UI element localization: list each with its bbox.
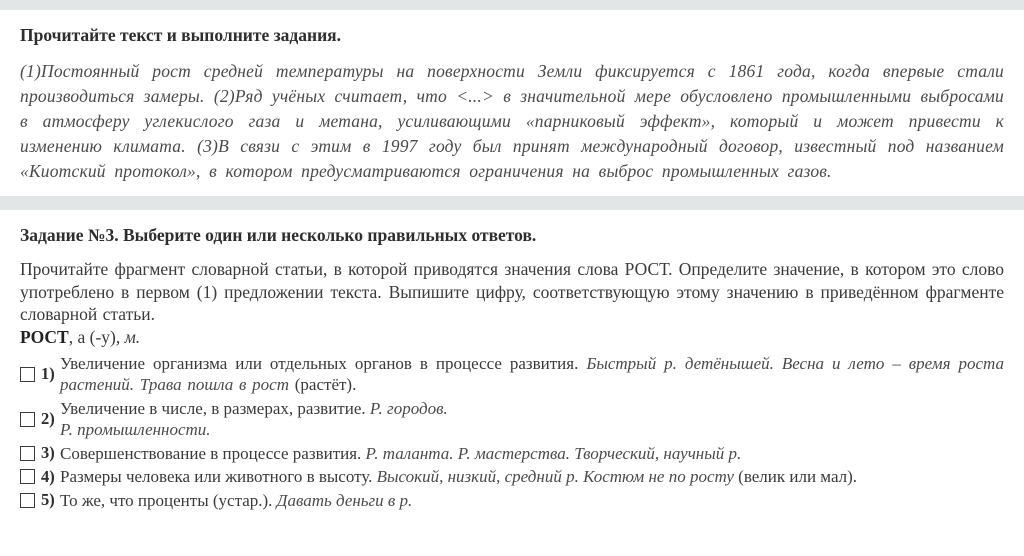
option-text [60, 466, 1004, 488]
option-text [60, 398, 1004, 441]
top-bar [0, 0, 1024, 10]
passage-text: (1)Постоянный рост средней температуры на поверхности Земли фиксируется с 1861 года, когда впервые стали производиться замеры. (2)Ряд учёных считает, что <...> в значительной мере обусловлено промышленными выбросами в атмосферу углекислого газа и метана, усиливающими «парниковый эффект», который и может привести к изменению климата. (3)В связи с этим в 1997 году был принят международный договор, известный под названием «Киотский протокол», в котором предусматриваются ограничения на выброс промышленных газов. [20, 61, 1004, 181]
dictionary-headword-line [20, 326, 1004, 349]
option-text [60, 353, 1004, 396]
option-marker [20, 409, 60, 429]
option-checkbox[interactable] [20, 412, 35, 427]
passage-heading: Прочитайте текст и выполните задания. [20, 25, 342, 45]
answer-option-1 [20, 353, 1004, 396]
option-marker [20, 364, 60, 384]
option-example: Р. таланта. Р. мастерства. Творческий, научный р. [365, 443, 742, 463]
answer-option-5 [20, 490, 1004, 512]
option-tail: (велик или мал). [738, 467, 858, 486]
answer-option-2 [20, 398, 1004, 441]
option-checkbox[interactable] [20, 446, 35, 461]
headword-grammar: , а (-у), [68, 326, 125, 347]
option-example-2: Р. промышленности. [60, 420, 211, 439]
headword-gender: м. [124, 326, 141, 347]
option-number: 1) [41, 364, 55, 383]
option-definition: Увеличение организма или отдельных органов в процессе развития. [60, 353, 579, 373]
task-heading: Задание №3. Выберите один или несколько правильных ответов. [20, 225, 537, 245]
option-marker [20, 467, 60, 487]
option-checkbox[interactable] [20, 469, 35, 484]
task-section [0, 224, 1024, 511]
answer-option-4 [20, 466, 1004, 488]
headword: РОСТ [20, 326, 69, 347]
option-definition: Размеры человека или животного в высоту. [60, 467, 373, 486]
option-checkbox[interactable] [20, 493, 35, 508]
option-text [60, 490, 1004, 512]
options-list [20, 353, 1004, 512]
option-number: 5) [41, 490, 55, 510]
option-number: 3) [41, 443, 55, 463]
option-definition: Увеличение в числе, в размерах, развитие. [60, 398, 366, 418]
option-number: 4) [41, 466, 55, 486]
option-definition: То же, что проценты (устар.). [60, 490, 273, 510]
option-text [60, 443, 1004, 465]
passage-section [0, 24, 1024, 184]
option-marker [20, 490, 60, 510]
option-example: Высокий, низкий, средний р. Костюм не по росту [376, 467, 734, 486]
task-instruction: Прочитайте фрагмент словарной статьи, в которой приводятся значения слова РОСТ. Определите значение, в котором это слово употреблено в первом (1) предложении текста. Выпишите цифру, соответствующую этому значению в приведённом фрагменте словарной статьи. [20, 259, 1004, 324]
option-definition: Совершенствование в процессе развития. [60, 443, 362, 463]
answer-option-3 [20, 443, 1004, 465]
option-tail: (растёт). [294, 375, 357, 394]
option-number: 2) [41, 409, 55, 428]
option-example: Давать деньги в р. [276, 490, 413, 510]
option-marker [20, 443, 60, 463]
section-divider [0, 196, 1024, 210]
option-checkbox[interactable] [20, 367, 35, 382]
option-example: Р. городов. [369, 398, 448, 418]
option-example: Быстрый р. детёнышей. Весна и лето – время роста растений. Трава пошла в рост [60, 353, 1005, 394]
